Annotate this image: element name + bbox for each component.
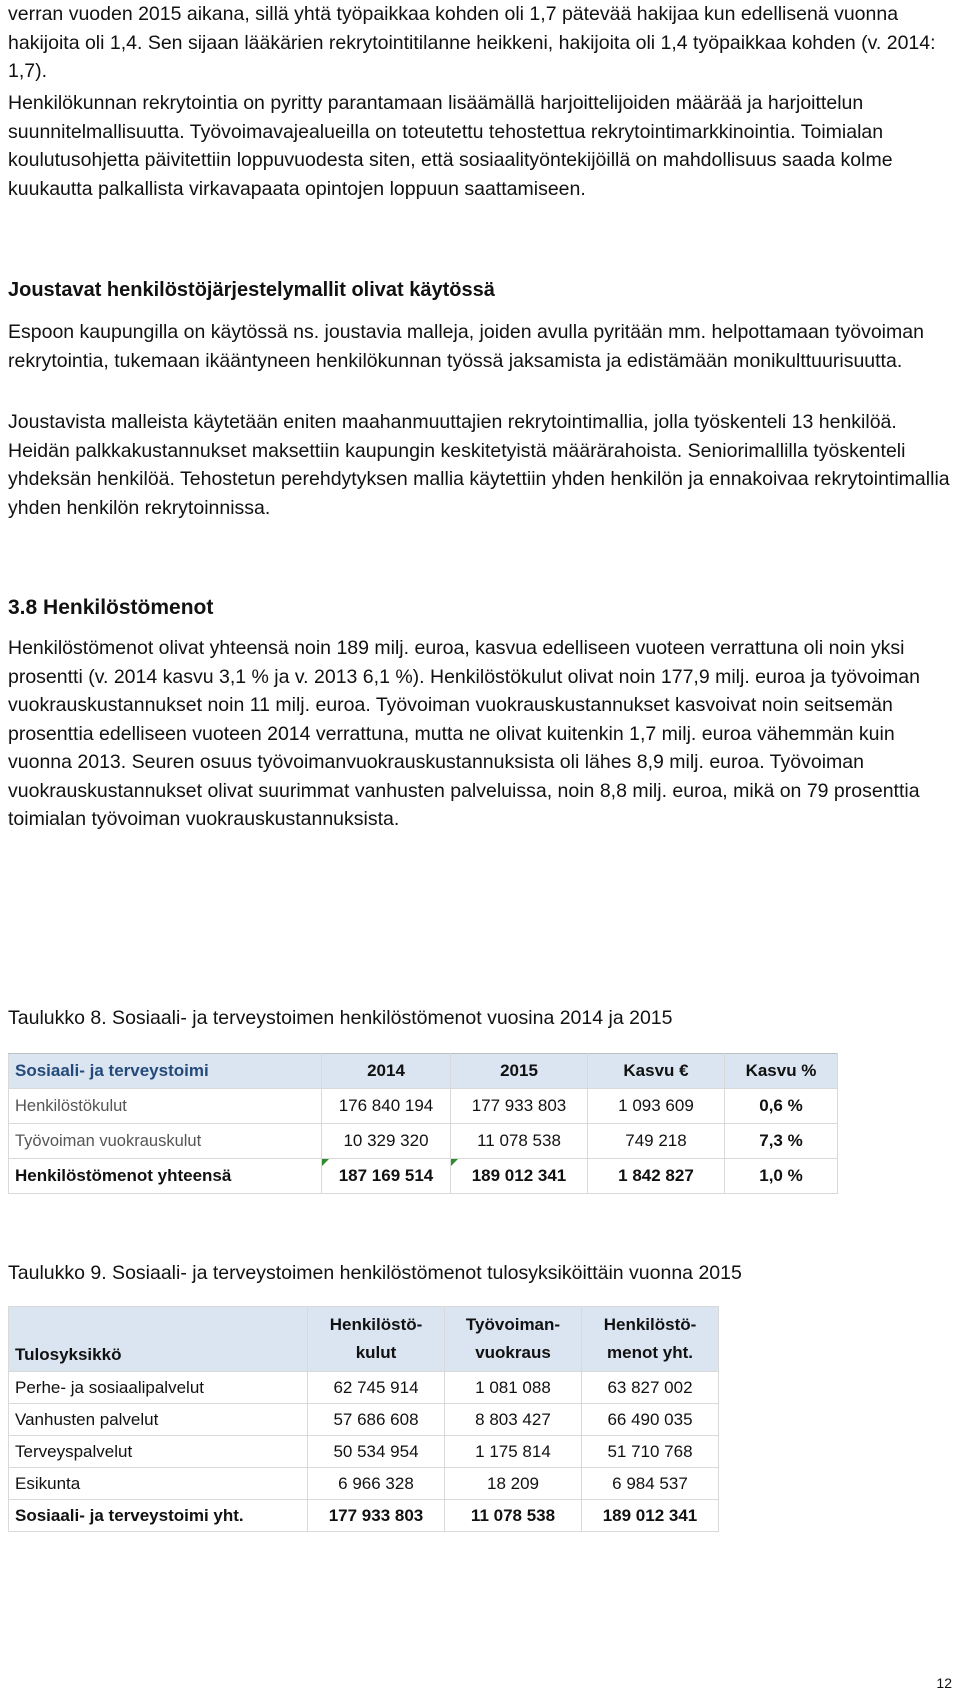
table-cell: 18 209 — [445, 1468, 582, 1500]
table-row — [9, 1436, 719, 1468]
table-cell: 11 078 538 — [445, 1500, 582, 1532]
table9-caption: Taulukko 9. Sosiaali- ja terveystoimen henkilöstömenot tulosyksiköittäin vuonna 2015 — [8, 1262, 742, 1284]
table-cell: 63 827 002 — [582, 1372, 719, 1404]
row-label: Työvoiman vuokrauskulut — [9, 1124, 322, 1159]
table-cell: 57 686 608 — [308, 1404, 445, 1436]
table-cell: 1,0 % — [725, 1159, 838, 1194]
table-cell: 50 534 954 — [308, 1436, 445, 1468]
table-cell: 187 169 514 — [322, 1159, 451, 1194]
table-cell: 51 710 768 — [582, 1436, 719, 1468]
paragraph-1: verran vuoden 2015 aikana, sillä yhtä työpaikkaa kohden oli 1,7 pätevää hakijaa kun edellisenä vuonna hakijoita oli 1,4. Sen sijaan lääkärien rekrytointitilanne heikkeni, hakijoita oli 1,4 työpaikkaa kohden (v. 2014: 1,7). — [8, 3, 936, 82]
table-cell: 1 093 609 — [588, 1089, 725, 1124]
section-heading-3-8: 3.8 Henkilöstömenot — [8, 596, 214, 619]
row-label: Esikunta — [9, 1468, 308, 1500]
table-row — [9, 1089, 838, 1124]
header-cell: Kasvu € — [588, 1054, 725, 1089]
header-cell: Työvoiman-vuokraus — [445, 1307, 582, 1372]
table-cell: 176 840 194 — [322, 1089, 451, 1124]
row-label: Vanhusten palvelut — [9, 1404, 308, 1436]
header-cell: Tulosyksikkö — [9, 1307, 308, 1372]
table-cell: 1 175 814 — [445, 1436, 582, 1468]
paragraph-5: Henkilöstömenot olivat yhteensä noin 189 milj. euroa, kasvua edelliseen vuoteen verrattuna oli noin yksi prosentti (v. 2014 kasvu 3,1 % ja v. 2013 6,1 %). Henkilöstökulut olivat noin 177,9 milj. euroa ja työvoiman vuokrauskustannukset noin 11 milj. euroa. Työvoiman vuokrauskustannukset kasvoivat noin seitsemän prosenttia edelliseen vuoteen 2014 verrattuna, mutta ne olivat kuitenkin 1,7 milj. euroa vähemmän kuin vuonna 2013. Seuren osuus työvoimanvuokrauskustannuksista oli lähes 8,9 milj. euroa. Työvoiman vuokrauskustannukset olivat suurimmat vanhusten palveluissa, noin 8,8 milj. euroa, mikä on 79 prosenttia toimialan työvoiman vuokrauskustannuksista. — [8, 637, 920, 830]
header-cell: 2014 — [322, 1054, 451, 1089]
table-cell: 7,3 % — [725, 1124, 838, 1159]
row-label: Sosiaali- ja terveystoimi yht. — [9, 1500, 308, 1532]
row-label: Henkilöstökulut — [9, 1089, 322, 1124]
table-row — [9, 1372, 719, 1404]
header-cell: Henkilöstö-kulut — [308, 1307, 445, 1372]
page-number: 12 — [936, 1675, 952, 1691]
table-row-total — [9, 1500, 719, 1532]
header-cell: Sosiaali- ja terveystoimi — [9, 1054, 322, 1089]
table-cell: 1 842 827 — [588, 1159, 725, 1194]
table-9 — [8, 1306, 719, 1532]
table-cell: 8 803 427 — [445, 1404, 582, 1436]
header-cell: Kasvu % — [725, 1054, 838, 1089]
paragraph-2: Henkilökunnan rekrytointia on pyritty parantamaan lisäämällä harjoittelijoiden määrää ja harjoittelun suunnitelmallisuutta. Työvoimavajealueilla on toteutettu tehostettua rekrytointimarkkinointia. Toimialan koulutusohjetta päivitettiin loppuvuodesta siten, että sosiaalityöntekijöillä on mahdollisuus saada kolme kuukautta palkallista virkavapaata opintojen loppuun saattamiseen. — [8, 92, 893, 200]
table-cell: 6 984 537 — [582, 1468, 719, 1500]
table-cell: 177 933 803 — [451, 1089, 588, 1124]
table-header-row — [9, 1054, 838, 1089]
table-row — [9, 1124, 838, 1159]
row-label: Henkilöstömenot yhteensä — [9, 1159, 322, 1194]
table-cell: 62 745 914 — [308, 1372, 445, 1404]
section-heading-flexible-models: Joustavat henkilöstöjärjestelymallit olivat käytössä — [8, 279, 495, 301]
table-cell: 189 012 341 — [451, 1159, 588, 1194]
paragraph-3: Espoon kaupungilla on käytössä ns. joustavia malleja, joiden avulla pyritään mm. helpottamaan työvoiman rekrytointia, tukemaan ikääntyneen henkilökunnan työssä jaksamista ja edistämään monikulttuurisuutta. — [8, 321, 924, 372]
table8-caption: Taulukko 8. Sosiaali- ja terveystoimen henkilöstömenot vuosina 2014 ja 2015 — [8, 1007, 673, 1029]
header-cell: Henkilöstö-menot yht. — [582, 1307, 719, 1372]
table-cell: 177 933 803 — [308, 1500, 445, 1532]
table-cell: 6 966 328 — [308, 1468, 445, 1500]
table-row-total — [9, 1159, 838, 1194]
table-header-row — [9, 1307, 719, 1372]
table-row — [9, 1468, 719, 1500]
table-8 — [8, 1053, 838, 1194]
row-label: Perhe- ja sosiaalipalvelut — [9, 1372, 308, 1404]
table-cell: 0,6 % — [725, 1089, 838, 1124]
row-label: Terveyspalvelut — [9, 1436, 308, 1468]
header-cell: 2015 — [451, 1054, 588, 1089]
table-row — [9, 1404, 719, 1436]
table-cell: 11 078 538 — [451, 1124, 588, 1159]
table-cell: 189 012 341 — [582, 1500, 719, 1532]
table-cell: 66 490 035 — [582, 1404, 719, 1436]
table-cell: 749 218 — [588, 1124, 725, 1159]
table-cell: 10 329 320 — [322, 1124, 451, 1159]
table-cell: 1 081 088 — [445, 1372, 582, 1404]
paragraph-4: Joustavista malleista käytetään eniten maahanmuuttajien rekrytointimallia, jolla työskenteli 13 henkilöä. Heidän palkkakustannukset maksettiin kaupungin keskitetyistä määrärahoista. Seniorimallilla työskenteli yhdeksän henkilöä. Tehostetun perehdytyksen mallia käytettiin yhden henkilön ja ennakoivaa rekrytointimallia yhden henkilön rekrytoinnissa. — [8, 411, 950, 519]
